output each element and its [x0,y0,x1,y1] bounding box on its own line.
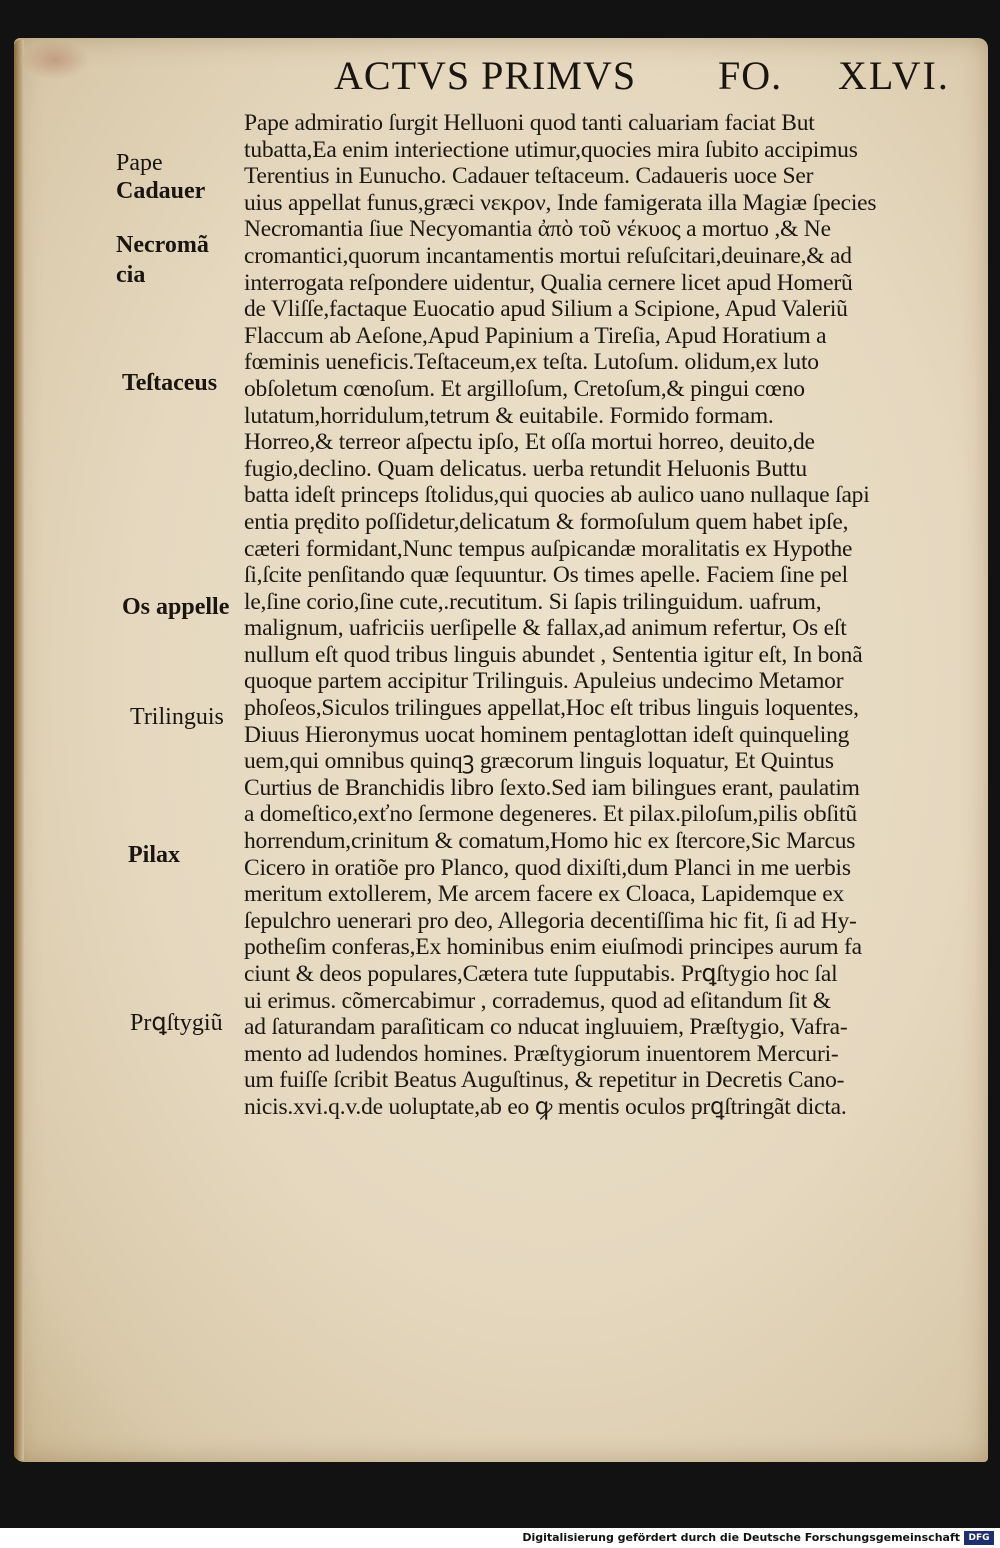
text-line: malignum, uafriciis uerſipelle & fallax,ad animum refertur, Os eſt [244,615,847,642]
text-line: uius appellat funus,græci νεκρον, Inde famigerata illa Magiæ ſpecies [244,189,877,216]
text-line: obſoletum cœnoſum. Et argilloſum, Cretoſum,& pingui cœno [244,375,805,402]
text-line: ciunt & deos populares,Cætera tute ſupputabis. Prꝗſtygio hoc ſal [244,961,838,987]
text-line: cromantici,quorum incantamentis mortui reſuſcitari,deuinare,& ad [244,242,852,269]
text-line: Cicero in oratiõe pro Planco, quod dixiſti,dum Planci in me uerbis [244,854,851,881]
text-line: tubatta,Ea enim interiectione utimur,quocies mira ſubito accipimus [244,136,858,163]
text-line: de Vliſſe,factaque Euocatio apud Silium a Scipione, Apud Valeriũ [244,296,848,323]
text-line: a domeſtico,exťno ſermone degeneres. Et pilax.piloſum,pilis obſitũ [244,801,857,828]
running-head-title: ACTVS PRIMVS [334,53,637,98]
text-line: horrendum,crinitum & comatum,Homo hic ex ſtercore,Sic Marcus [244,828,856,855]
page-stain [20,40,90,80]
text-line: nicis.xvi.q.v.de uoluptate,ab eo ꝙ mentis oculos prꝗſtringãt dicta. [244,1093,847,1120]
footer-bar [0,1528,1000,1548]
margin-note-cia: cia [116,262,146,288]
text-line: fœminis ueneficis.Teſtaceum,ex teſta. Lutoſum. olidum,ex luto [244,349,819,376]
text-line: ſepulchro uenerari pro deo, Allegoria decentiſſima hic fit, ſi ad Hy- [244,907,857,934]
margin-note-testaceus: Teſtaceus [122,370,218,396]
running-head [334,52,964,100]
margin-note-pape: Pape [116,150,163,176]
text-line: fugio,declino. Quam delicatus. uerba retundit Heluonis Buttu [244,455,807,482]
margin-note-necromantia: Necromã [116,232,209,258]
text-line: uem,qui omnibus quinqꝫ græcorum linguis loquatur, Et Quintus [244,748,834,775]
text-line: lutatum,horridulum,tetrum & euitabile. Formido formam. [244,402,774,429]
text-line: Curtius de Branchidis libro ſexto.Sed iam bilingues erant, paulatim [244,774,860,801]
text-line: ad ſaturandam paraſiticam co nducat ingluuiem, Præſtygio, Vafra- [244,1014,848,1041]
text-line: Terentius in Eunucho. Cadauer teſtaceum. Cadaueris uoce Ser [244,163,814,190]
folio-number: XLVI. [838,53,950,98]
text-line: entia prędito poſſidetur,delicatum & formoſulum quem habet ipſe, [244,508,849,535]
margin-note-cadauer: Cadauer [116,178,206,204]
text-line: quoque partem accipitur Trilinguis. Apuleius undecimo Metamor [244,668,844,695]
commentary-text [244,110,964,1121]
text-line: cæteri formidant,Nunc tempus auſpicandæ moralitatis ex Hypothe [244,535,853,562]
text-line: ſi,ſcite penſitando quæ ſequuntur. Os times apelle. Faciem ſine pel [244,562,848,589]
text-line: mento ad ludendos homines. Præſtygiorum inuentorem Mercuri- [244,1040,839,1067]
dfg-logo: DFG [964,1531,994,1545]
text-line: batta ideſt princeps ſtolidus,qui quocies ab aulico uano nullaque ſapi [244,482,870,509]
text-line: nullum eſt quod tribus linguis abundet , Sententia igitur eſt, In bonã [244,641,863,668]
margin-note-pilax: Pilax [128,842,180,868]
text-line: Diuus Hieronymus uocat hominem pentaglottan ideſt quinqueling [244,721,850,748]
text-line: Necromantia ſiue Necyomantia ἀπὸ τοῦ νέκυος a mortuo ,& Ne [244,216,831,243]
margin-note-praestygium: Prꝗſtygiũ [130,1010,223,1036]
text-line: Flaccum ab Aeſone,Apud Papinium a Tireſia, Apud Horatium a [244,322,827,349]
text-line: phoſeos,Siculos trilingues appellat,Hoc eſt tribus linguis loquentes, [244,695,859,722]
text-line: ui erimus. cõmercabimur , corrademus, quod ad eſitandum ſit & [244,987,831,1014]
funding-credit: Digitalisierung gefördert durch die Deutsche Forschungsgemeinschaft [522,1531,960,1544]
text-line: meritum extollerem, Me arcem facere ex Cloaca, Lapidemque ex [244,881,845,908]
text-line: potheſim conferas,Ex hominibus enim eiuſmodi principes aurum fa [244,934,862,961]
text-line: um fuiſſe ſcribit Beatus Auguſtinus, & repetitur in Decretis Cano- [244,1067,845,1094]
text-line: Horreo,& terreor aſpectu ipſo, Et oſſa mortui horreo, deuito,de [244,429,815,456]
margin-note-os-appelle: Os appelle [122,594,230,620]
page-edge [14,40,24,1460]
text-line: interrogata reſpondere uidentur, Qualia cernere licet apud Homerũ [244,269,853,296]
text-line: le,ſine corio,ſine cute,.recutitum. Si ſapis trilinguidum. uafrum, [244,588,822,615]
text-line: Pape admiratio ſurgit Helluoni quod tanti caluariam faciat But [244,110,815,136]
folio-label: FO. [718,53,783,98]
margin-note-trilinguis: Trilinguis [130,704,224,730]
